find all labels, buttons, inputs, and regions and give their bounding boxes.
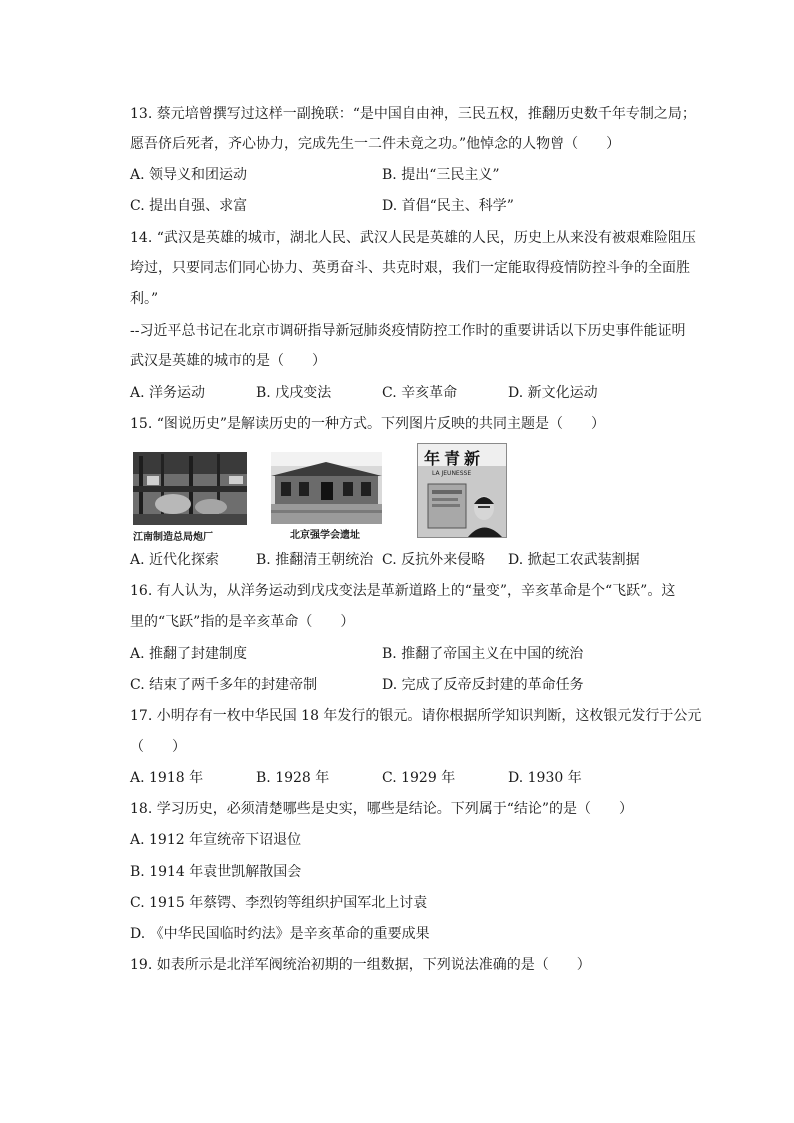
q15-option-a: A. 近代化探索 bbox=[130, 552, 220, 568]
q18-option-a: A. 1912 年宣统帝下诏退位 bbox=[130, 832, 302, 848]
q14-stem-line-2: 垮过，只要同志们同心协力、英勇奋斗、共克时艰，我们一定能取得疫情防控斗争的全面胜 bbox=[130, 260, 690, 276]
q14-stem-line-1: 14. “武汉是英雄的城市，湖北人民、武汉人民是英雄的人民，历史上从来没有被艰难险阻压 bbox=[130, 230, 696, 246]
qiangxuehui-caption: 北京强学会遗址 bbox=[290, 530, 360, 541]
arsenal-caption: 江南制造总局炮厂 bbox=[133, 532, 213, 543]
q17-option-c: C. 1929 年 bbox=[382, 770, 456, 786]
q14-option-c: C. 辛亥革命 bbox=[382, 385, 458, 401]
q16-option-d: D. 完成了反帝反封建的革命任务 bbox=[382, 677, 584, 693]
q13-option-c: C. 提出自强、求富 bbox=[130, 198, 248, 214]
q15-option-d: D. 掀起工农武装割据 bbox=[508, 552, 640, 568]
q19-stem: 19. 如表所示是北洋军阀统治初期的一组数据，下列说法准确的是（ ） bbox=[130, 957, 591, 973]
q16-option-c: C. 结束了两千多年的封建帝制 bbox=[130, 677, 318, 693]
q18-stem: 18. 学习历史，必须清楚哪些是史实，哪些是结论。下列属于“结论”的是（ ） bbox=[130, 801, 634, 817]
q14-stem-line-3: 利。” bbox=[130, 291, 159, 307]
q14-source-line-2: 武汉是英雄的城市的是（ ） bbox=[130, 353, 326, 369]
q14-option-a: A. 洋务运动 bbox=[130, 385, 206, 401]
q14-source-line-1: --习近平总书记在北京市调研指导新冠肺炎疫情防控工作时的重要讲话以下历史事件能证明 bbox=[130, 323, 686, 339]
q18-option-b: B. 1914 年袁世凯解散国会 bbox=[130, 864, 302, 880]
q17-option-d: D. 1930 年 bbox=[508, 770, 582, 786]
q17-stem-line-1: 17. 小明存有一枚中华民国 18 年发行的银元。请你根据所学知识判断，这枚银元发行于公元 bbox=[130, 708, 702, 724]
magazine-subtitle: LA JEUNESSE bbox=[432, 470, 472, 477]
q17-option-a: A. 1918 年 bbox=[130, 770, 204, 786]
q15-option-c: C. 反抗外来侵略 bbox=[382, 552, 486, 568]
q13-option-b: B. 提出“三民主义” bbox=[382, 167, 500, 183]
new-youth-cover bbox=[417, 443, 507, 538]
q13-stem-line-2: 愿吾侪后死者，齐心协力，完成先生一二件未竟之功。”他悼念的人物曾（ ） bbox=[130, 136, 621, 152]
q17-stem-line-2: （ ） bbox=[130, 739, 186, 755]
q15-stem: 15. “图说历史”是解读历史的一种方式。下列图片反映的共同主题是（ ） bbox=[130, 416, 606, 432]
q13-option-a: A. 领导义和团运动 bbox=[130, 167, 248, 183]
q14-option-d: D. 新文化运动 bbox=[508, 385, 598, 401]
q16-option-a: A. 推翻了封建制度 bbox=[130, 646, 248, 662]
q16-option-b: B. 推翻了帝国主义在中国的统治 bbox=[382, 646, 584, 662]
arsenal-photo bbox=[133, 452, 247, 525]
q17-option-b: B. 1928 年 bbox=[256, 770, 330, 786]
q13-option-d: D. 首倡“民主、科学” bbox=[382, 198, 514, 214]
q16-stem-line-2: 里的“飞跃”指的是辛亥革命（ ） bbox=[130, 614, 355, 630]
q14-option-b: B. 戊戌变法 bbox=[256, 385, 332, 401]
q16-stem-line-1: 16. 有人认为，从洋务运动到戊戌变法是革新道路上的“量变”，辛亥革命是个“飞跃”。这 bbox=[130, 583, 676, 599]
q13-stem-line-1: 13. 蔡元培曾撰写过这样一副挽联：“是中国自由神，三民五权，推翻历史数千年专制之局； bbox=[130, 106, 696, 122]
q18-option-d: D. 《中华民国临时约法》是辛亥革命的重要成果 bbox=[130, 926, 430, 942]
qiangxuehui-photo bbox=[271, 452, 382, 524]
q18-option-c: C. 1915 年蔡锷、李烈钧等组织护国军北上讨袁 bbox=[130, 895, 428, 911]
q15-option-b: B. 推翻清王朝统治 bbox=[256, 552, 374, 568]
magazine-title: 年青新 bbox=[424, 449, 485, 468]
